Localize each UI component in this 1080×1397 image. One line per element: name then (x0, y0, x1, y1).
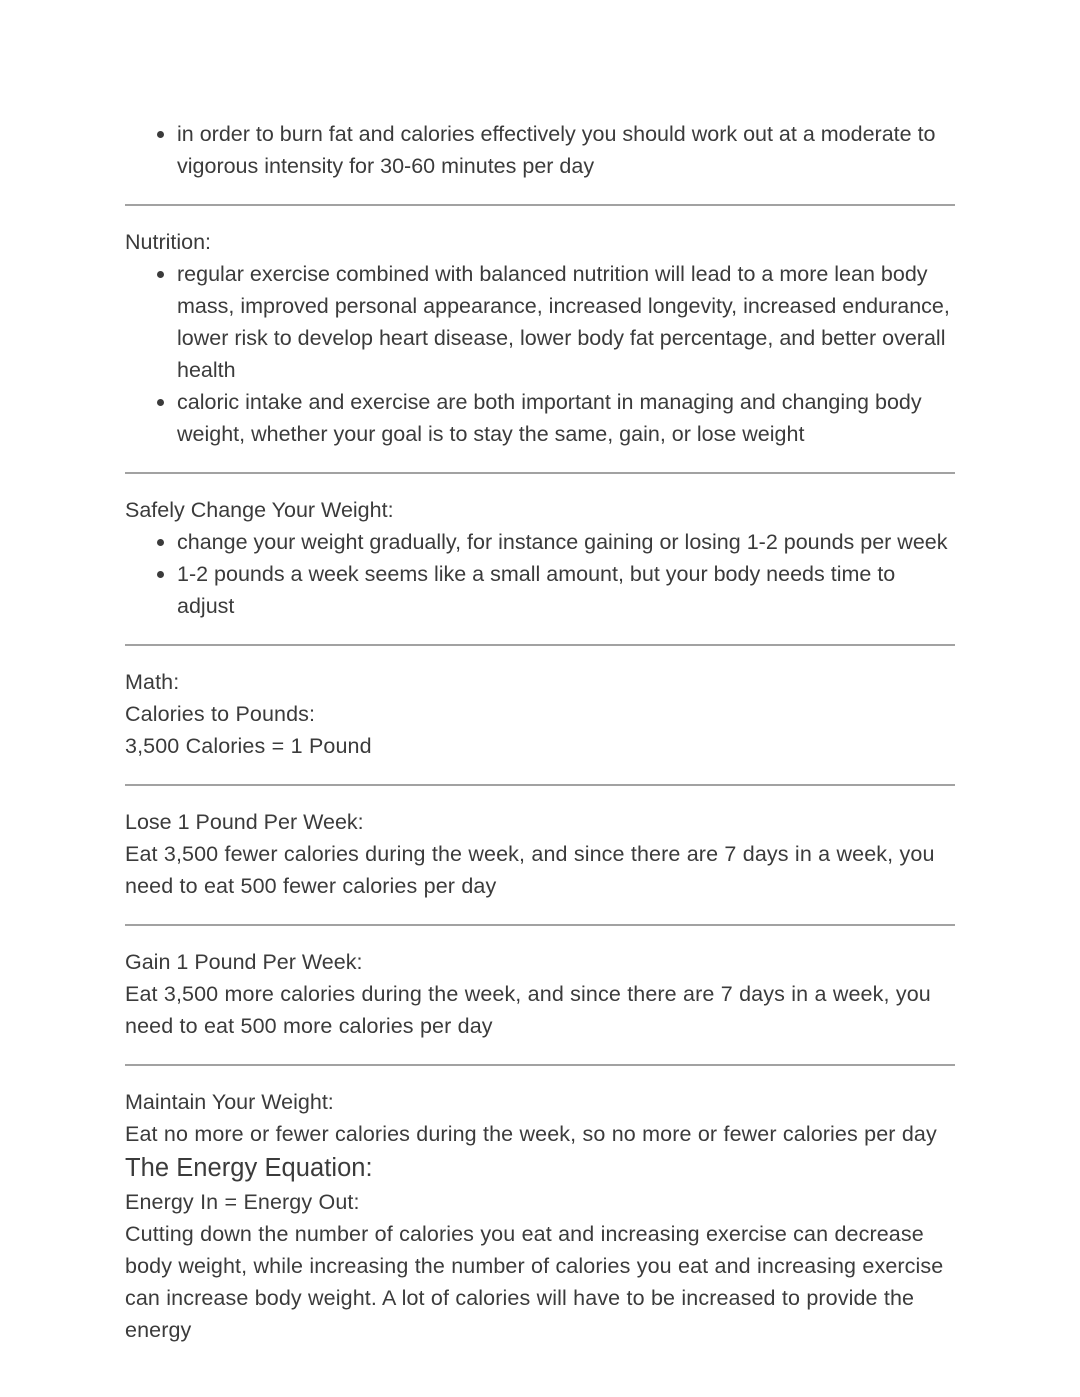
spacer (125, 1042, 957, 1064)
spacer (125, 450, 957, 472)
section-math (125, 666, 957, 762)
section-heading-nutrition: Nutrition: (125, 230, 212, 254)
document-body (125, 118, 957, 1346)
section-heading-safely-change-your-weight: Safely Change Your Weight: (125, 498, 394, 522)
spacer (125, 902, 957, 924)
maintain-your-weight-body: Eat no more or fewer calories during the week, so no more or fewer calories per day (125, 1122, 937, 1146)
section-heading-lose-one-pound-per-week: Lose 1 Pound Per Week: (125, 810, 364, 834)
energy-equation-body: Cutting down the number of calories you eat and increasing exercise can decrease body weight, while increasing the number of calories you eat and increasing exercise can increase body weight. A lot of calories will have to be increased to provide the energy (125, 1222, 944, 1342)
list-item: caloric intake and exercise are both important in managing and changing body weight, whether your goal is to stay the same, gain, or lose weight (125, 386, 957, 450)
section-exercise-intensity (125, 118, 957, 182)
list-item: 1-2 pounds a week seems like a small amount, but your body needs time to adjust (125, 558, 957, 622)
spacer (125, 786, 957, 806)
section-heading-gain-one-pound-per-week: Gain 1 Pound Per Week: (125, 950, 363, 974)
section-lose-one-pound-per-week (125, 806, 957, 902)
math-label: Math: (125, 670, 180, 694)
list-item: regular exercise combined with balanced nutrition will lead to a more lean body mass, improved personal appearance, increased longevity, increased endurance, lower risk to develop heart disease, lower body fat percentage, and better overall health (125, 258, 957, 386)
bullet-list (125, 118, 957, 182)
section-nutrition (125, 226, 957, 450)
spacer (125, 1066, 957, 1086)
section-heading-maintain-your-weight: Maintain Your Weight: (125, 1090, 334, 1114)
list-item: in order to burn fat and calories effectively you should work out at a moderate to vigorous intensity for 30-60 minutes per day (125, 118, 957, 182)
section-maintain-your-weight (125, 1086, 957, 1346)
energy-in-equals-energy-out-label: Energy In = Energy Out: (125, 1190, 360, 1214)
spacer (125, 762, 957, 784)
bullet-list (125, 258, 957, 450)
section-gain-one-pound-per-week (125, 946, 957, 1042)
spacer (125, 926, 957, 946)
lose-one-pound-body: Eat 3,500 fewer calories during the week, and since there are 7 days in a week, you need to eat 500 fewer calories per day (125, 842, 935, 898)
spacer (125, 474, 957, 494)
spacer (125, 622, 957, 644)
calories-to-pounds-label: Calories to Pounds: (125, 702, 316, 726)
spacer (125, 206, 957, 226)
section-safely-change-your-weight (125, 494, 957, 622)
gain-one-pound-body: Eat 3,500 more calories during the week, and since there are 7 days in a week, you need to eat 500 more calories per day (125, 982, 931, 1038)
section-heading-the-energy-equation: The Energy Equation: (125, 1154, 373, 1182)
bullet-list (125, 526, 957, 622)
spacer (125, 182, 957, 204)
calories-to-pounds-value: 3,500 Calories = 1 Pound (125, 734, 372, 758)
list-item: change your weight gradually, for instance gaining or losing 1-2 pounds per week (125, 526, 957, 558)
spacer (125, 646, 957, 666)
